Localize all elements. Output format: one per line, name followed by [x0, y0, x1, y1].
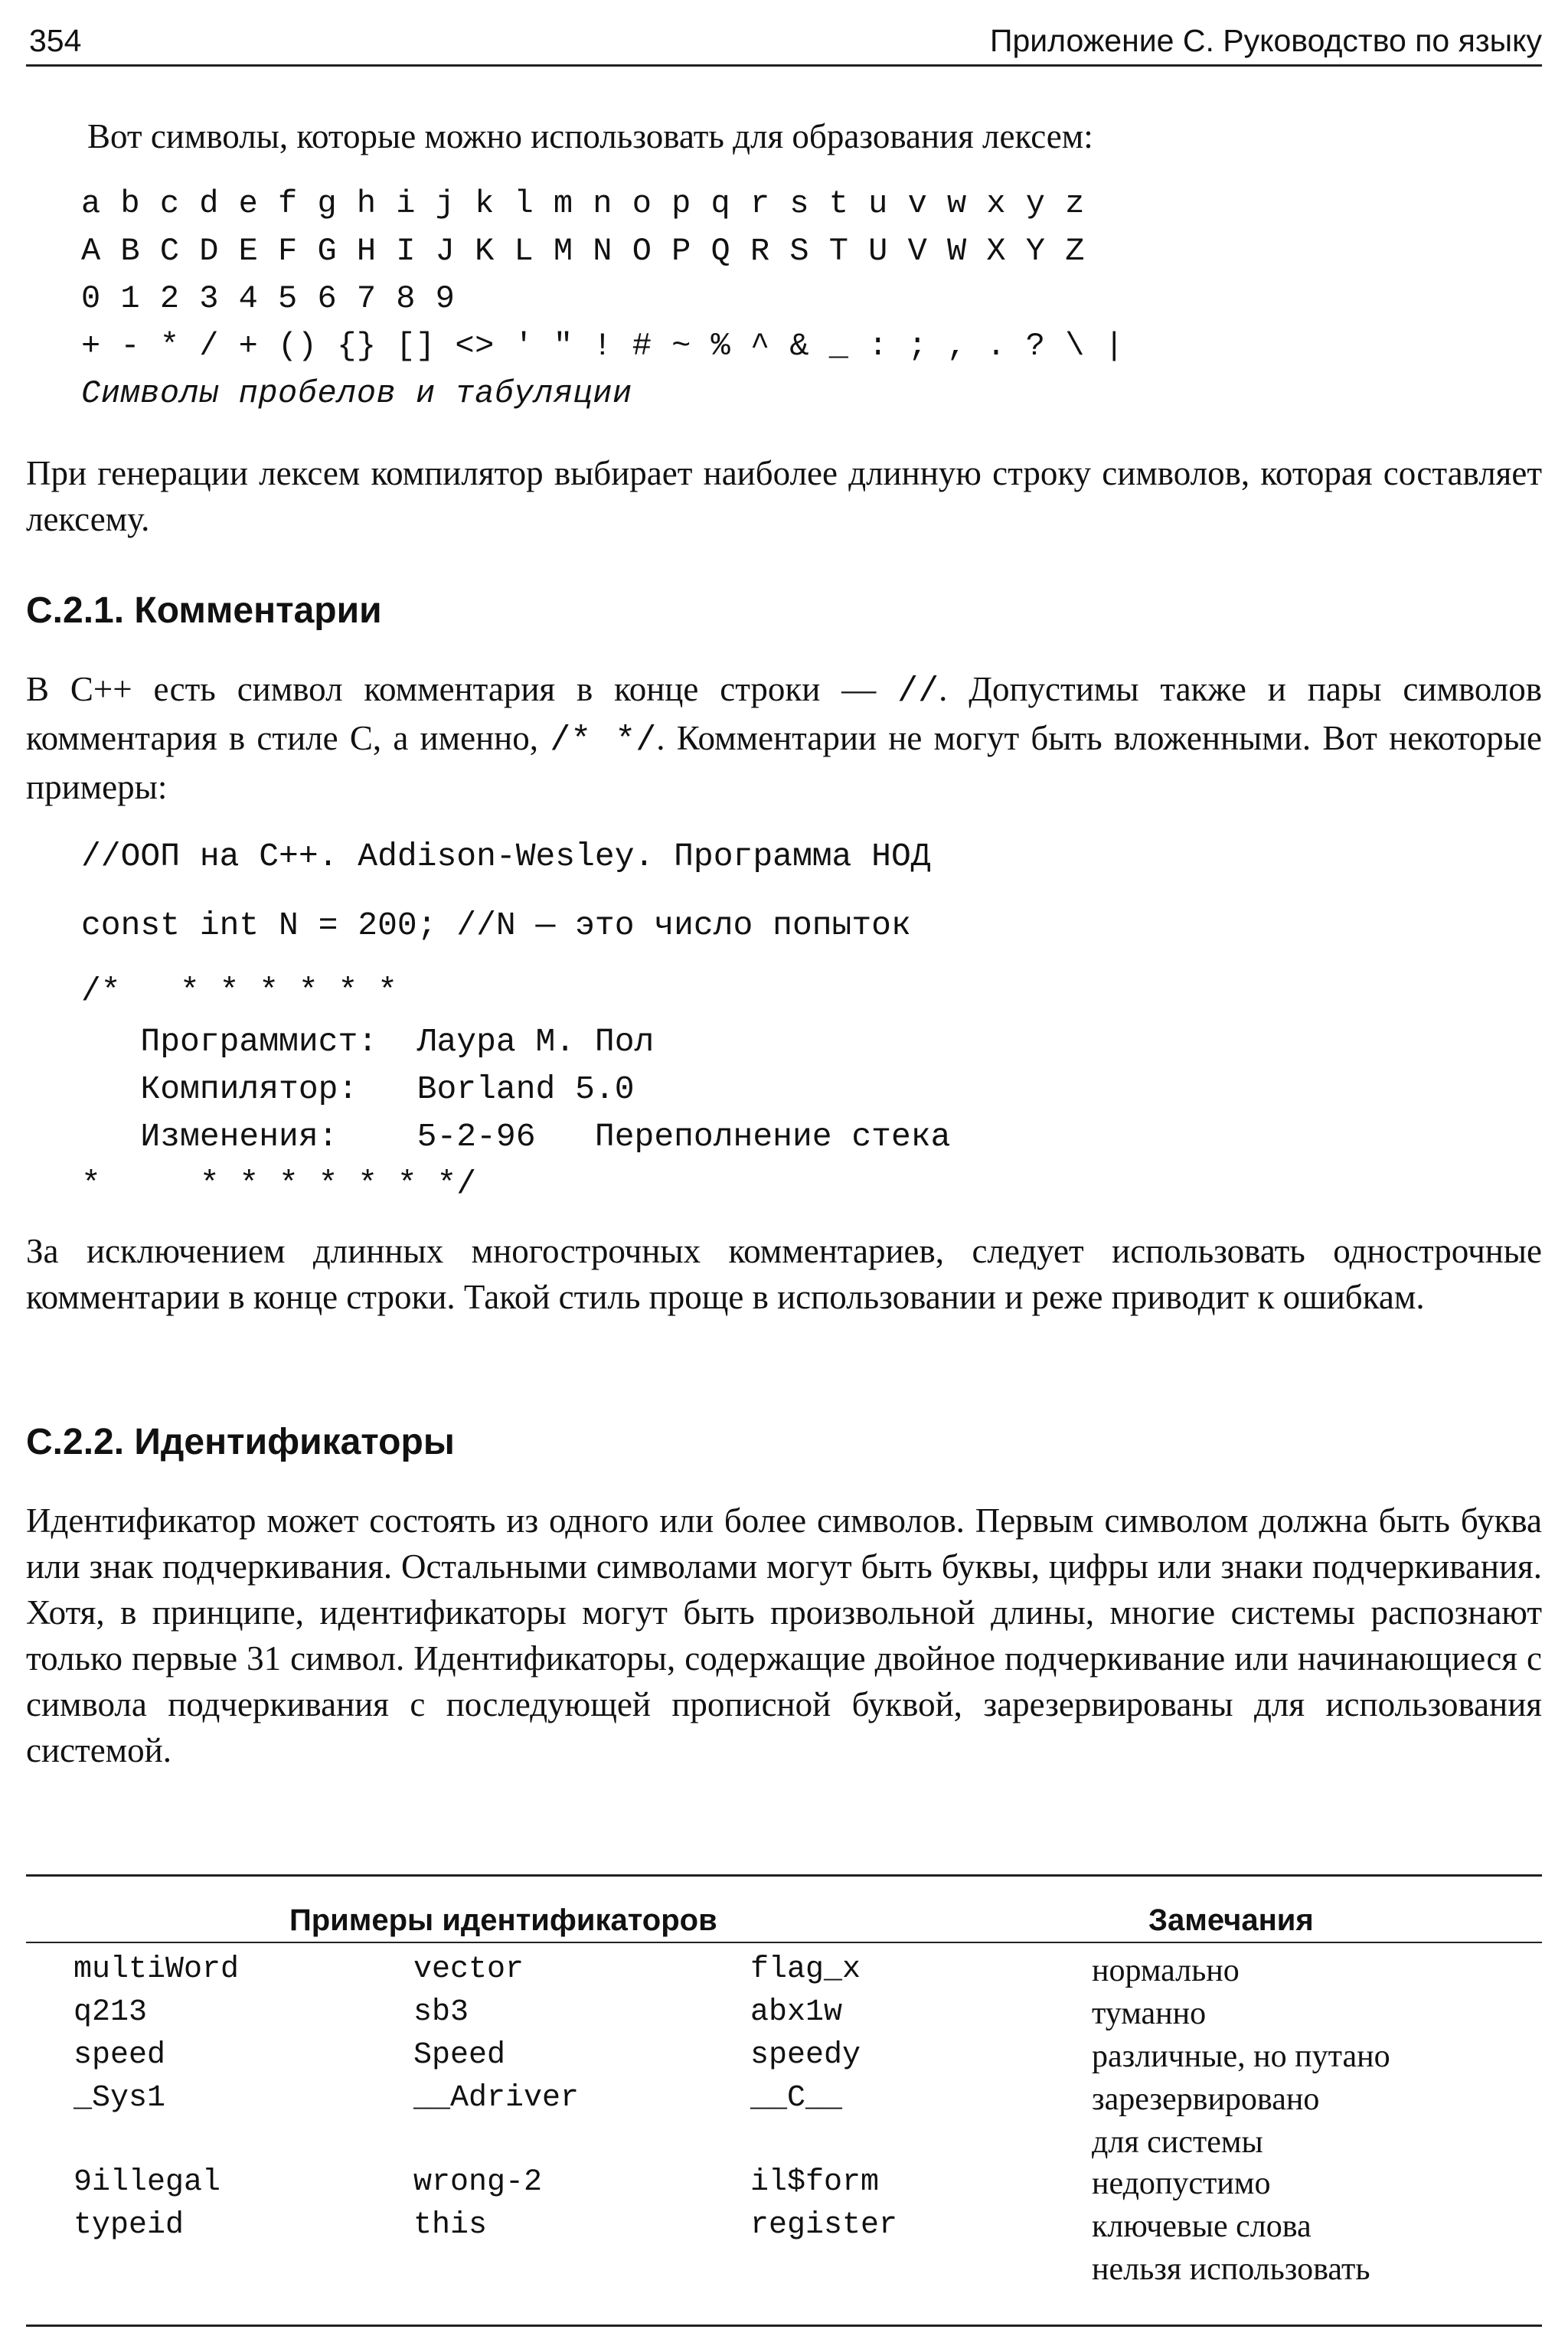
table-row — [26, 2251, 1542, 2294]
table-header-rule — [26, 1942, 1542, 1943]
identifier-example-cell: __Adriver — [413, 2081, 580, 2115]
page-number: 354 — [29, 23, 82, 58]
code-line: Изменения: 5-2-96 Переполнение стека — [81, 1118, 951, 1155]
table-top-rule — [26, 1874, 1542, 1877]
identifier-note-cell: зарезервировано — [1092, 2082, 1320, 2117]
charset-uppercase: A B C D E F G H I J K L M N O P Q R S T U V W X Y Z — [81, 233, 1085, 270]
identifier-note-cell: нормально — [1092, 1953, 1240, 1988]
identifier-example-cell: 9illegal — [74, 2165, 221, 2200]
code-line: //ООП на С++. Addison-Wesley. Программа НОД — [81, 838, 931, 875]
identifier-note-cell: для системы — [1092, 2125, 1263, 2160]
table-header-notes: Замечания — [1148, 1903, 1314, 1937]
table-row — [26, 2124, 1542, 2167]
identifier-example-cell: vector — [413, 1952, 524, 1987]
identifiers-paragraph: Идентификатор может состоять из одного или более символов. Первым символом должна быть буква или знак подчеркивания. Остальными символами могут быть буквы, цифры или знаки подчеркивания. Хотя, в принципе, идентификаторы могут быть произвольной длины, многие системы распознают только первые 31 символ. Идентификаторы, содержащие двойное подчеркивание или начинающиеся с символа подчеркивания с последующей прописной буквой, зарезервированы для использования системой. — [26, 1501, 1542, 1769]
charset-whitespace: Символы пробелов и табуляции — [81, 375, 632, 412]
inline-code: /* */ — [550, 721, 657, 760]
comments-conclusion: За исключением длинных многострочных комментариев, следует использовать однострочные комментарии в конце строки. Такой стиль проще в использовании и реже приводит к ошибкам. — [26, 1232, 1542, 1316]
table-row — [26, 2208, 1542, 2251]
book-page — [26, 0, 1542, 2349]
code-line: Программист: Лаура М. Пол — [81, 1023, 655, 1060]
identifier-example-cell: register — [750, 2208, 898, 2243]
code-line: * * * * * * * */ — [81, 1165, 477, 1203]
intro-text: Вот символы, которые можно использовать для образования лексем: — [87, 117, 1093, 155]
identifier-note-cell: нельзя использовать — [1092, 2252, 1370, 2287]
running-title: Приложение С. Руководство по языку — [989, 23, 1542, 58]
table-row — [26, 2081, 1542, 2124]
table-header-examples: Примеры идентификаторов — [289, 1903, 717, 1937]
table-row — [26, 1952, 1542, 1995]
table-row — [26, 2165, 1542, 2208]
code-line: Компилятор: Borland 5.0 — [81, 1070, 635, 1108]
identifier-example-cell: speed — [74, 2038, 166, 2073]
charset-lowercase: a b c d e f g h i j k l m n o p q r s t u v w x y z — [81, 185, 1085, 222]
identifier-example-cell: multiWord — [74, 1952, 240, 1987]
code-line: const int N = 200; //N — это число попыток — [81, 907, 911, 944]
identifier-example-cell: speedy — [750, 2038, 861, 2073]
page-header — [26, 20, 1542, 67]
table-row — [26, 1995, 1542, 2038]
table-bottom-rule — [26, 2324, 1542, 2327]
section-heading-comments: С.2.1. Комментарии — [26, 590, 382, 631]
identifier-note-cell: ключевые слова — [1092, 2209, 1312, 2244]
identifier-example-cell: this — [413, 2208, 488, 2243]
comments-paragraph: В С++ есть символ комментария в конце строки — //. Допустимы также и пары символов комментария в стиле С, а именно, /* */. Комментарии не могут быть вложенными. Вот некоторые примеры: — [26, 670, 1542, 806]
identifier-example-cell: il$form — [750, 2165, 880, 2200]
identifier-example-cell: sb3 — [413, 1995, 469, 2030]
identifier-example-cell: typeid — [74, 2208, 185, 2243]
table-row — [26, 2038, 1542, 2081]
identifier-note-cell: недопустимо — [1092, 2166, 1271, 2201]
identifier-note-cell: туманно — [1092, 1996, 1207, 2031]
code-line: /* * * * * * * — [81, 972, 397, 1010]
identifier-example-cell: wrong-2 — [413, 2165, 543, 2200]
charset-digits: 0 1 2 3 4 5 6 7 8 9 — [81, 280, 456, 317]
identifier-note-cell: различные, но путано — [1092, 2039, 1390, 2074]
identifier-example-cell: abx1w — [750, 1995, 843, 2030]
inline-code: // — [897, 672, 939, 711]
charset-symbols: + - * / + () {} [] <> ' " ! # ~ % ^ & _ : ; , . ? \ | — [81, 328, 1125, 364]
section-heading-identifiers: С.2.2. Идентификаторы — [26, 1422, 455, 1462]
identifier-example-cell: _Sys1 — [74, 2081, 166, 2115]
identifier-example-cell: q213 — [74, 1995, 148, 2030]
identifier-example-cell: __C__ — [750, 2081, 843, 2115]
identifier-example-cell: Speed — [413, 2038, 506, 2073]
tokens-paragraph: При генерации лексем компилятор выбирает наиболее длинную строку символов, которая составляет лексему. — [26, 454, 1542, 538]
identifier-example-cell: flag_x — [750, 1952, 861, 1987]
